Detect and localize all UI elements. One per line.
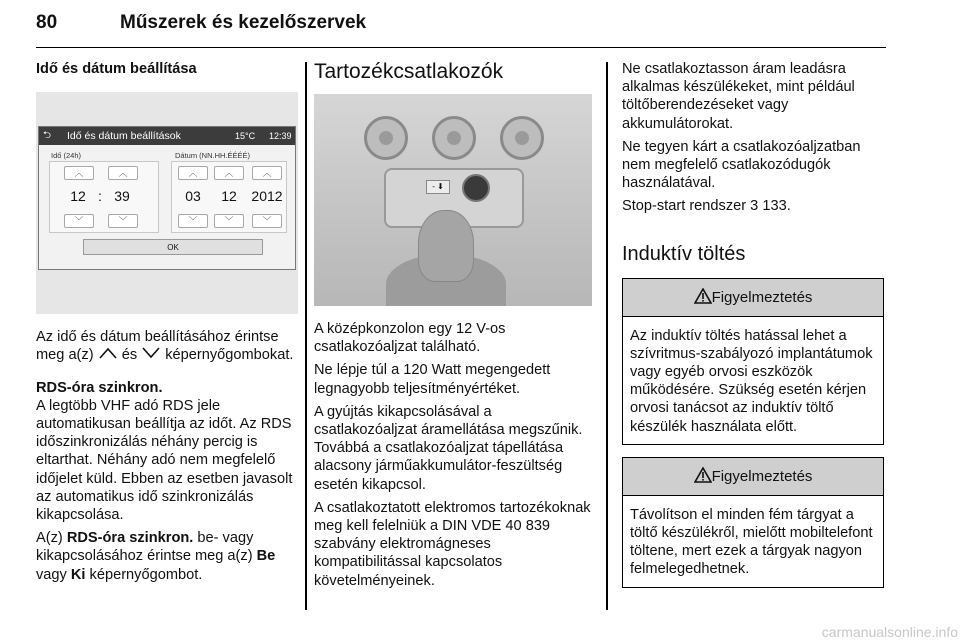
text-fragment: képernyőgombokat. xyxy=(165,347,294,364)
column-accessory-sockets xyxy=(314,60,594,590)
warning-header xyxy=(623,458,883,496)
month-up-button[interactable]: ︿ xyxy=(214,166,244,180)
ok-button[interactable]: OK xyxy=(83,239,263,255)
year-up-button[interactable]: ︿ xyxy=(252,166,282,180)
return-icon[interactable]: ⮌ xyxy=(43,130,52,142)
paragraph-rds-toggle xyxy=(36,529,298,584)
minute-down-button[interactable]: ﹀ xyxy=(108,214,138,228)
footer-watermark: carmanualsonline.info xyxy=(821,624,958,640)
warning-triangle-icon xyxy=(694,289,712,306)
text-fragment: Az idő és dátum beállításához érintse meg a(z) xyxy=(36,329,279,364)
date-format-label: Dátum (NN.HH.ÉÉÉÉ) xyxy=(175,151,251,161)
column-divider xyxy=(305,62,307,610)
column-time-date xyxy=(36,60,298,584)
infotainment-screen xyxy=(38,126,296,270)
warning-header xyxy=(623,279,883,317)
day-down-button[interactable]: ﹀ xyxy=(178,214,208,228)
text-fragment: és xyxy=(121,347,138,364)
text-fragment: vagy xyxy=(36,566,67,583)
chevron-down-icon xyxy=(141,347,161,363)
minute-up-button[interactable]: ︿ xyxy=(108,166,138,180)
page-ref-arrow-icon: 3 xyxy=(750,198,759,215)
paragraph-din-standard: A csatlakoztatott elektromos tartozékoknak meg kell felelniük a DIN VDE 40 839 szabvány elektromágneses kompatibilitással kapcsolatos követelményeinek. xyxy=(314,499,591,589)
date-setting-group xyxy=(171,161,287,233)
paragraph-ignition-off: A gyújtás kikapcsolásával a csatlakozóaljzat áramellátása megszűnik. Továbbá a csatlakozóaljzat tápellátása alacsony járműakkumulátor-feszültség esetén kikapcsol. xyxy=(314,403,583,493)
hour-up-button[interactable]: ︿ xyxy=(64,166,94,180)
month-down-button[interactable]: ﹀ xyxy=(214,214,244,228)
warning-box-metal-objects xyxy=(622,457,884,588)
text-fragment: be- vagy kikapcsolásához érintse meg a(z) xyxy=(36,530,254,565)
screen-temperature: 15°C xyxy=(235,131,256,142)
column-divider xyxy=(606,62,608,610)
air-vent-right xyxy=(500,116,544,160)
subheading-rds-clock: RDS-óra szinkron. xyxy=(36,379,163,396)
screen-title-bar xyxy=(39,127,295,145)
paragraph-stop-start-ref xyxy=(622,197,886,215)
paragraph-power-limit: Ne lépje túl a 120 Watt megengedett legnagyobb teljesítményértéket. xyxy=(314,362,551,397)
hour-down-button[interactable]: ﹀ xyxy=(64,214,94,228)
paragraph-rds-info: A legtöbb VHF adó RDS jele automatikusan beállítja az időt. Az RDS időszinkronizálás néhány percig is eltarthat. Néhány adó nem megfelelő időjelet küld. Ebben az esetben javasolt az automatikus idő szinkronizálás kikapcsolása. xyxy=(36,397,293,524)
center-console-photo xyxy=(314,94,592,306)
minute-value: 39 xyxy=(114,188,130,205)
month-value: 12 xyxy=(221,188,237,205)
chevron-up-icon xyxy=(98,347,118,363)
section-heading-accessory-sockets: Tartozékcsatlakozók xyxy=(314,60,504,83)
text-bold-on: Be xyxy=(256,548,276,565)
page-number: 80 xyxy=(36,12,58,33)
warning-triangle-icon xyxy=(694,468,712,485)
paragraph-no-charging-devices: Ne csatlakoztasson áram leadásra alkalmas készülékeket, mint például töltőberendezéseket vagy akkumulátorokat. xyxy=(622,61,855,132)
warning-body: Az induktív töltés hatással lehet a szívritmus-szabályozó implantátumok vagy egyéb orvosi eszközök működésére. Szükség esetén kérjen orvosi tanácsot az induktív töltő készülék használata előtt. xyxy=(630,327,873,435)
time-setting-group xyxy=(49,161,159,233)
air-vent-left xyxy=(364,116,408,160)
warning-body: Távolítson el minden fém tárgyat a töltő készülékről, mielőtt mobiltelefont töltene, mert ezek a tárgyak nagyon felmelegedhetnek. xyxy=(630,506,873,578)
paragraph-time-date-instructions xyxy=(36,328,298,364)
paragraph-socket-location: A középkonzolon egy 12 V-os csatlakozóaljzat található. xyxy=(314,321,506,356)
screen-clock: 12:39 xyxy=(269,131,292,142)
text-bold-rds: RDS-óra szinkron. xyxy=(66,530,194,547)
text-fragment: képernyőgombot. xyxy=(89,566,203,583)
year-down-button[interactable]: ﹀ xyxy=(252,214,282,228)
power-socket-icon xyxy=(462,174,490,202)
text-fragment: A(z) xyxy=(36,530,63,547)
air-vent-middle xyxy=(432,116,476,160)
time-format-label: Idő (24h) xyxy=(51,151,82,161)
day-up-button[interactable]: ︿ xyxy=(178,166,208,180)
section-heading-time-date: Idő és dátum beállítása xyxy=(36,61,197,77)
time-separator: : xyxy=(98,188,102,205)
text-bold-off: Ki xyxy=(70,566,86,583)
column-inductive-charging xyxy=(622,60,886,588)
text-fragment: Stop-start rendszer xyxy=(622,198,747,215)
console-switch: - ⬇ xyxy=(426,180,450,194)
page-ref-number: 133. xyxy=(762,198,791,215)
time-date-screen-figure xyxy=(36,92,298,314)
gear-knob xyxy=(418,210,474,282)
page-header xyxy=(36,8,886,48)
screen-title: Idő és dátum beállítások xyxy=(67,130,181,143)
section-heading-inductive-charging: Induktív töltés xyxy=(622,242,746,265)
year-value: 2012 xyxy=(251,188,283,205)
hour-value: 12 xyxy=(70,188,86,205)
day-value: 03 xyxy=(185,188,201,205)
warning-title: Figyelmeztetés xyxy=(711,467,813,485)
paragraph-no-damage: Ne tegyen kárt a csatlakozóaljzatban nem megfelelő csatlakozódugók használatával. xyxy=(622,138,861,192)
warning-box-pacemaker xyxy=(622,278,884,445)
chapter-title: Műszerek és kezelőszervek xyxy=(120,12,367,33)
warning-title: Figyelmeztetés xyxy=(711,288,813,306)
